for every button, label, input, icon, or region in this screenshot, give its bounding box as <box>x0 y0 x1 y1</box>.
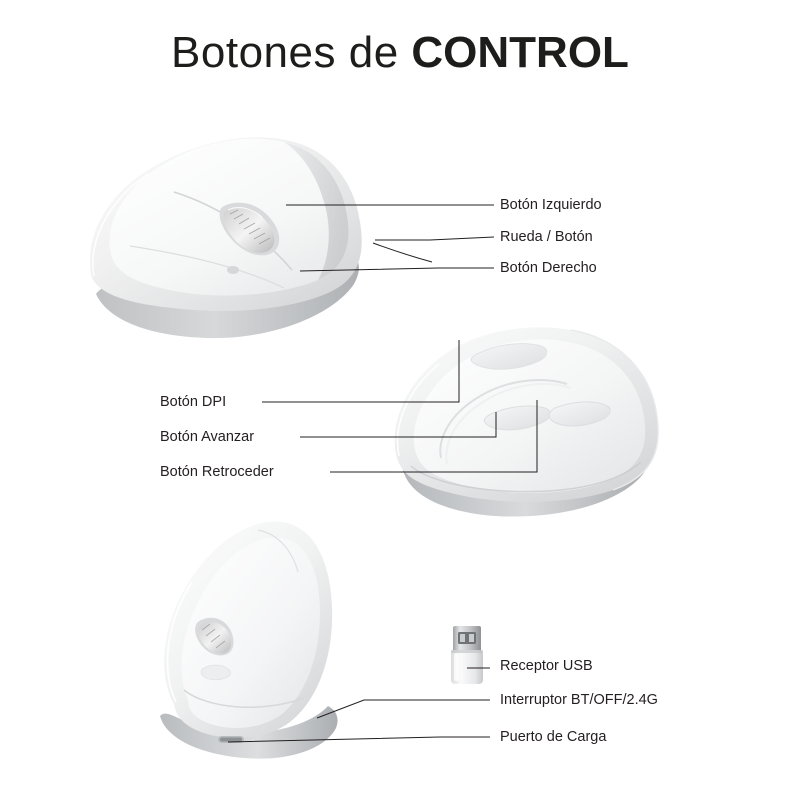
mouse-view-rear-left <box>78 118 418 348</box>
callout-charging-port: Puerto de Carga <box>500 729 607 745</box>
callout-forward-button: Botón Avanzar <box>160 429 255 445</box>
right-button-marker <box>227 266 239 274</box>
page-title-light: Botones de <box>171 28 412 77</box>
callout-left-button: Botón Izquierdo <box>500 197 602 213</box>
callout-back-button: Botón Retroceder <box>160 464 274 480</box>
callout-wheel-button: Rueda / Botón <box>500 229 593 245</box>
callout-bt-switch: Interruptor BT/OFF/2.4G <box>500 692 658 708</box>
callout-usb-receiver: Receptor USB <box>500 658 593 674</box>
page-title-bold: CONTROL <box>411 28 629 77</box>
callout-dpi-button: Botón DPI <box>160 394 227 410</box>
mouse-view-front-left <box>140 508 370 773</box>
page-title <box>0 28 800 78</box>
callout-right-button: Botón Derecho <box>500 260 597 276</box>
mouse-view-side-right <box>385 318 685 528</box>
usb-receiver-dongle <box>445 620 489 690</box>
